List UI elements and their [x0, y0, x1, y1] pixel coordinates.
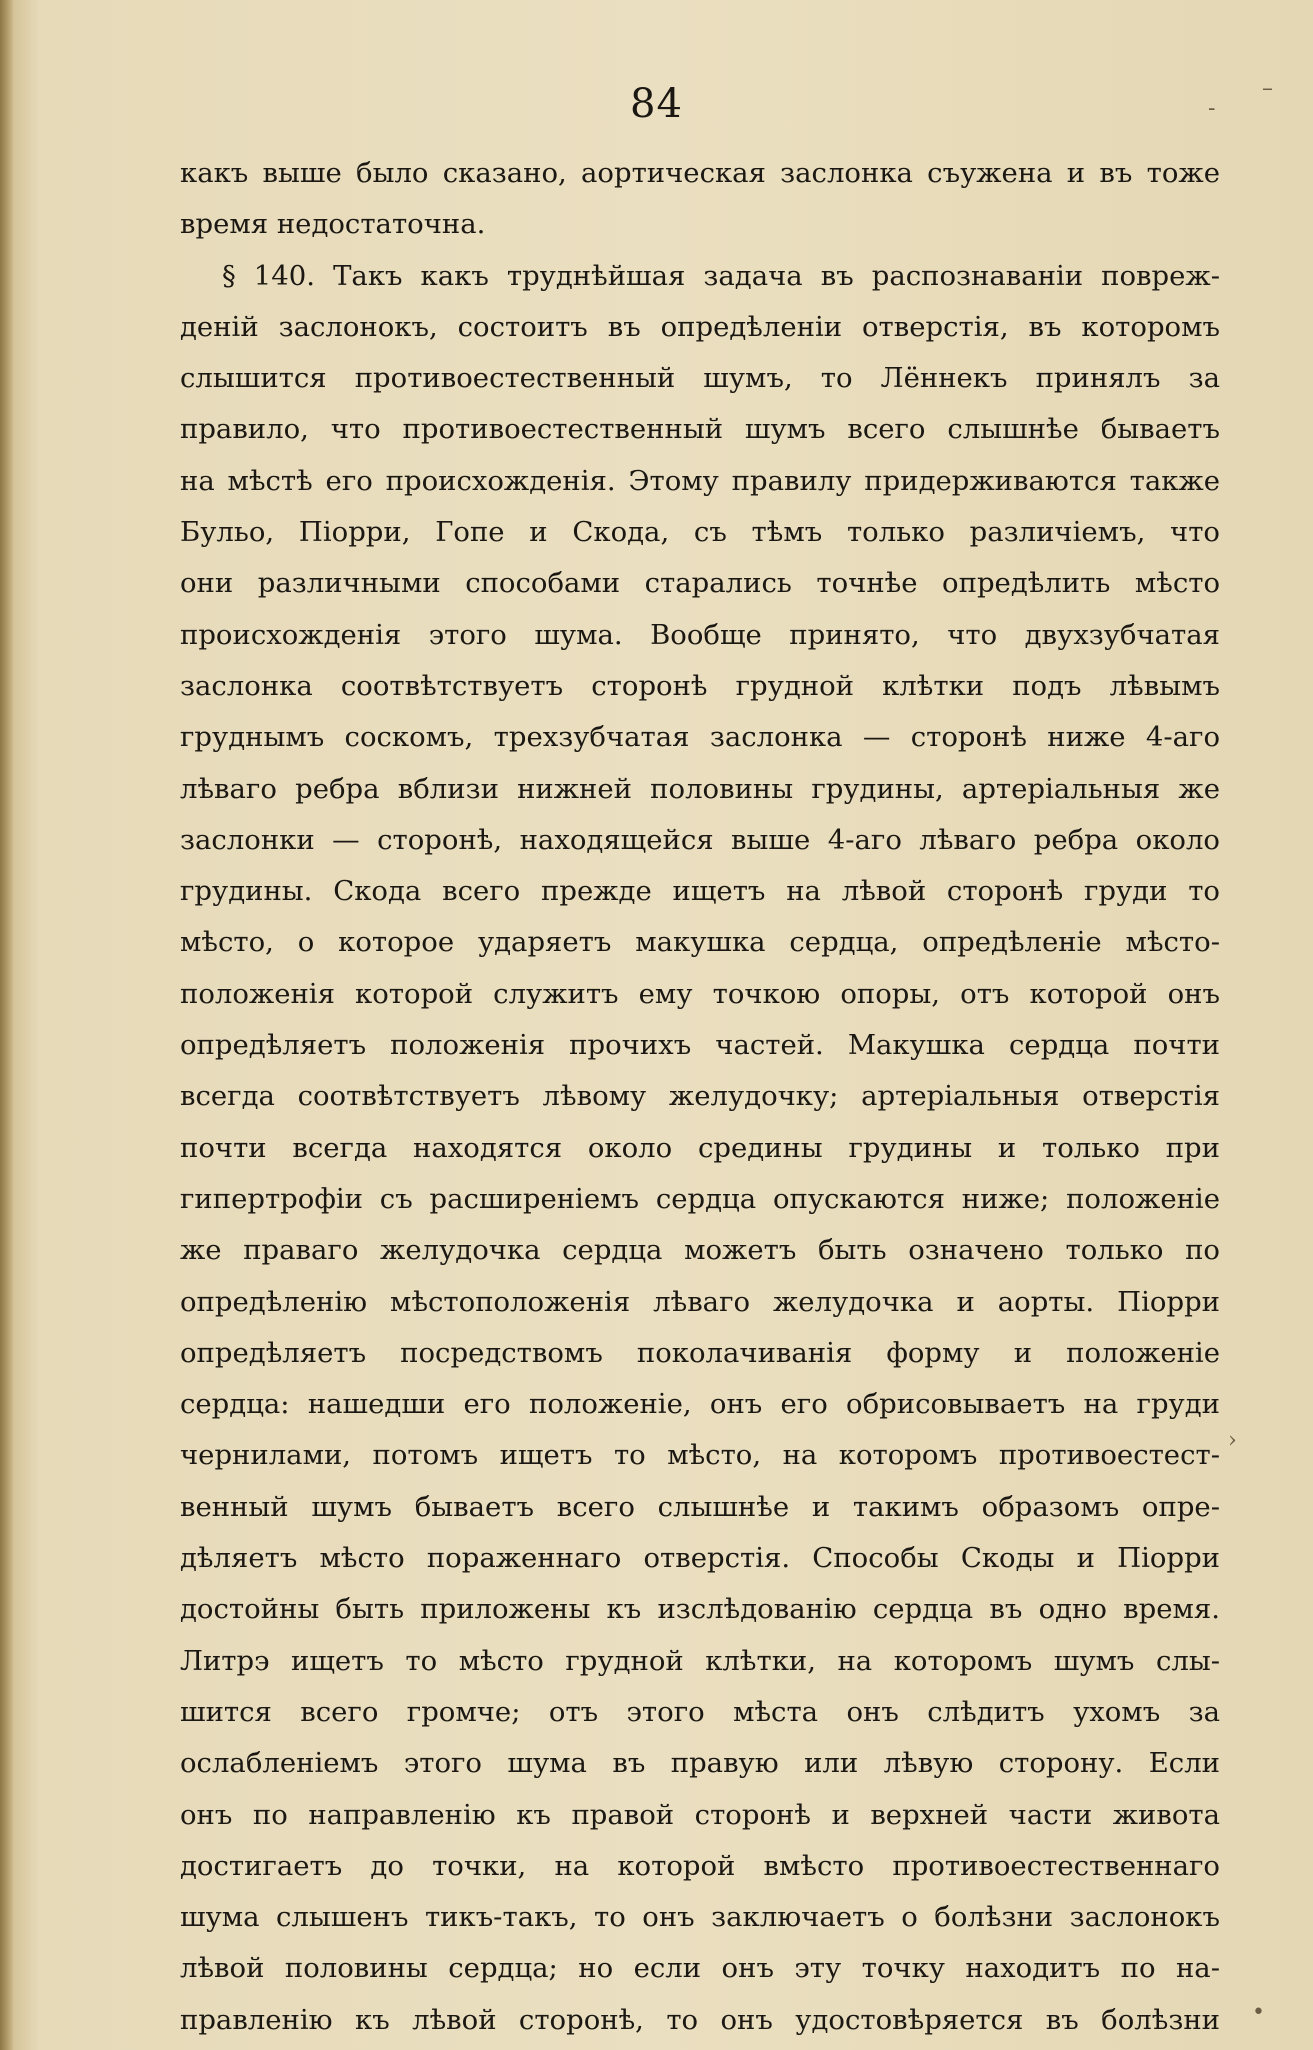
text-line: на мѣстѣ его происхожденія. Этому правилу придерживаются также	[180, 464, 1220, 497]
text-line: ослабленіемъ этого шума въ правую или лѣвую сторону. Если	[180, 1747, 1220, 1780]
text-line: опредѣляетъ посредствомъ поколачиванія форму и положеніе	[180, 1336, 1220, 1369]
margin-mark: –	[1262, 76, 1273, 101]
text-line: лѣвой половины сердца; но если онъ эту точку находитъ по на-	[180, 1952, 1220, 1985]
text-line: правленію къ лѣвой сторонѣ, то онъ удостовѣряется въ болѣзни	[180, 2003, 1220, 2036]
text-line: какъ выше было сказано, аортическая заслонка съужена и въ тоже	[180, 157, 1220, 189]
text-line: чернилами, потомъ ищетъ то мѣсто, на которомъ противоестест-	[180, 1439, 1220, 1472]
page-binding-edge	[0, 0, 14, 2050]
text-line: же праваго желудочка сердца можетъ быть означено только по	[180, 1234, 1220, 1267]
paragraph-start-line: § 140. Такъ какъ труднѣйшая задача въ распознаваніи повреж-	[222, 259, 1220, 292]
text-line: опредѣленію мѣстоположенія лѣваго желудочка и аорты. Піорри	[180, 1285, 1220, 1318]
text-line: лѣваго ребра вблизи нижней половины грудины, артеріальныя же	[180, 772, 1220, 805]
text-line: мѣсто, о которое ударяетъ макушка сердца, опредѣленіе мѣсто-	[180, 926, 1220, 959]
text-line: деній заслонокъ, состоитъ въ опредѣленіи отверстія, въ которомъ	[180, 310, 1220, 343]
text-line: дѣляетъ мѣсто пораженнаго отверстія. Способы Скоды и Піорри	[180, 1542, 1220, 1575]
text-line: достигаетъ до точки, на которой вмѣсто противоестественнаго	[180, 1849, 1220, 1882]
text-line: Бульо, Піорри, Гопе и Скода, съ тѣмъ только различіемъ, что	[180, 516, 1220, 549]
margin-mark: ›	[1228, 1428, 1237, 1453]
page-number: 84	[630, 81, 683, 127]
text-line: шится всего громче; отъ этого мѣста онъ слѣдитъ ухомъ за	[180, 1695, 1220, 1728]
margin-mark: -	[1208, 96, 1216, 121]
text-line: груднымъ соскомъ, трехзубчатая заслонка — сторонѣ ниже 4-аго	[180, 721, 1220, 754]
text-line: заслонки — сторонѣ, находящейся выше 4-аго лѣваго ребра около	[180, 823, 1220, 856]
text-line: Литрэ ищетъ то мѣсто грудной клѣтки, на которомъ шумъ слы-	[180, 1644, 1220, 1677]
text-line: заслонка соотвѣтствуетъ сторонѣ грудной клѣтки подъ лѣвымъ	[180, 669, 1220, 702]
text-line: происхожденія этого шума. Вообще принято, что двухзубчатая	[180, 618, 1220, 651]
text-line: всегда соотвѣтствуетъ лѣвому желудочку; артеріальныя отверстія	[180, 1080, 1220, 1113]
text-line: время недостаточна.	[180, 208, 486, 241]
text-line: правило, что противоестественный шумъ всего слышнѣе бываетъ	[180, 413, 1220, 446]
text-line: онъ по направленію къ правой сторонѣ и верхней части живота	[180, 1798, 1220, 1831]
text-line: грудины. Скода всего прежде ищетъ на лѣвой сторонѣ груди то	[180, 875, 1220, 908]
text-line: достойны быть приложены къ изслѣдованію сердца въ одно время.	[180, 1593, 1220, 1626]
text-line: слышится противоестественный шумъ, то Лённекъ принялъ за	[180, 362, 1220, 395]
text-line: гипертрофіи съ расширеніемъ сердца опускаются ниже; положеніе	[180, 1182, 1220, 1215]
text-line: положенія которой служитъ ему точкою опоры, отъ которой онъ	[180, 977, 1220, 1010]
body-text	[180, 148, 1220, 2046]
text-line: почти всегда находятся около средины грудины и только при	[180, 1131, 1220, 1164]
text-line: они различными способами старались точнѣе опредѣлить мѣсто	[180, 567, 1220, 600]
text-line: шума слышенъ тикъ-такъ, то онъ заключаетъ о болѣзни заслонокъ	[180, 1901, 1220, 1934]
margin-mark: •	[1252, 2000, 1265, 2025]
text-line: сердца: нашедши его положеніе, онъ его обрисовываетъ на груди	[180, 1388, 1220, 1421]
text-line: венный шумъ бываетъ всего слышнѣе и такимъ образомъ опре-	[180, 1490, 1220, 1523]
text-line: опредѣляетъ положенія прочихъ частей. Макушка сердца почти	[180, 1029, 1220, 1062]
